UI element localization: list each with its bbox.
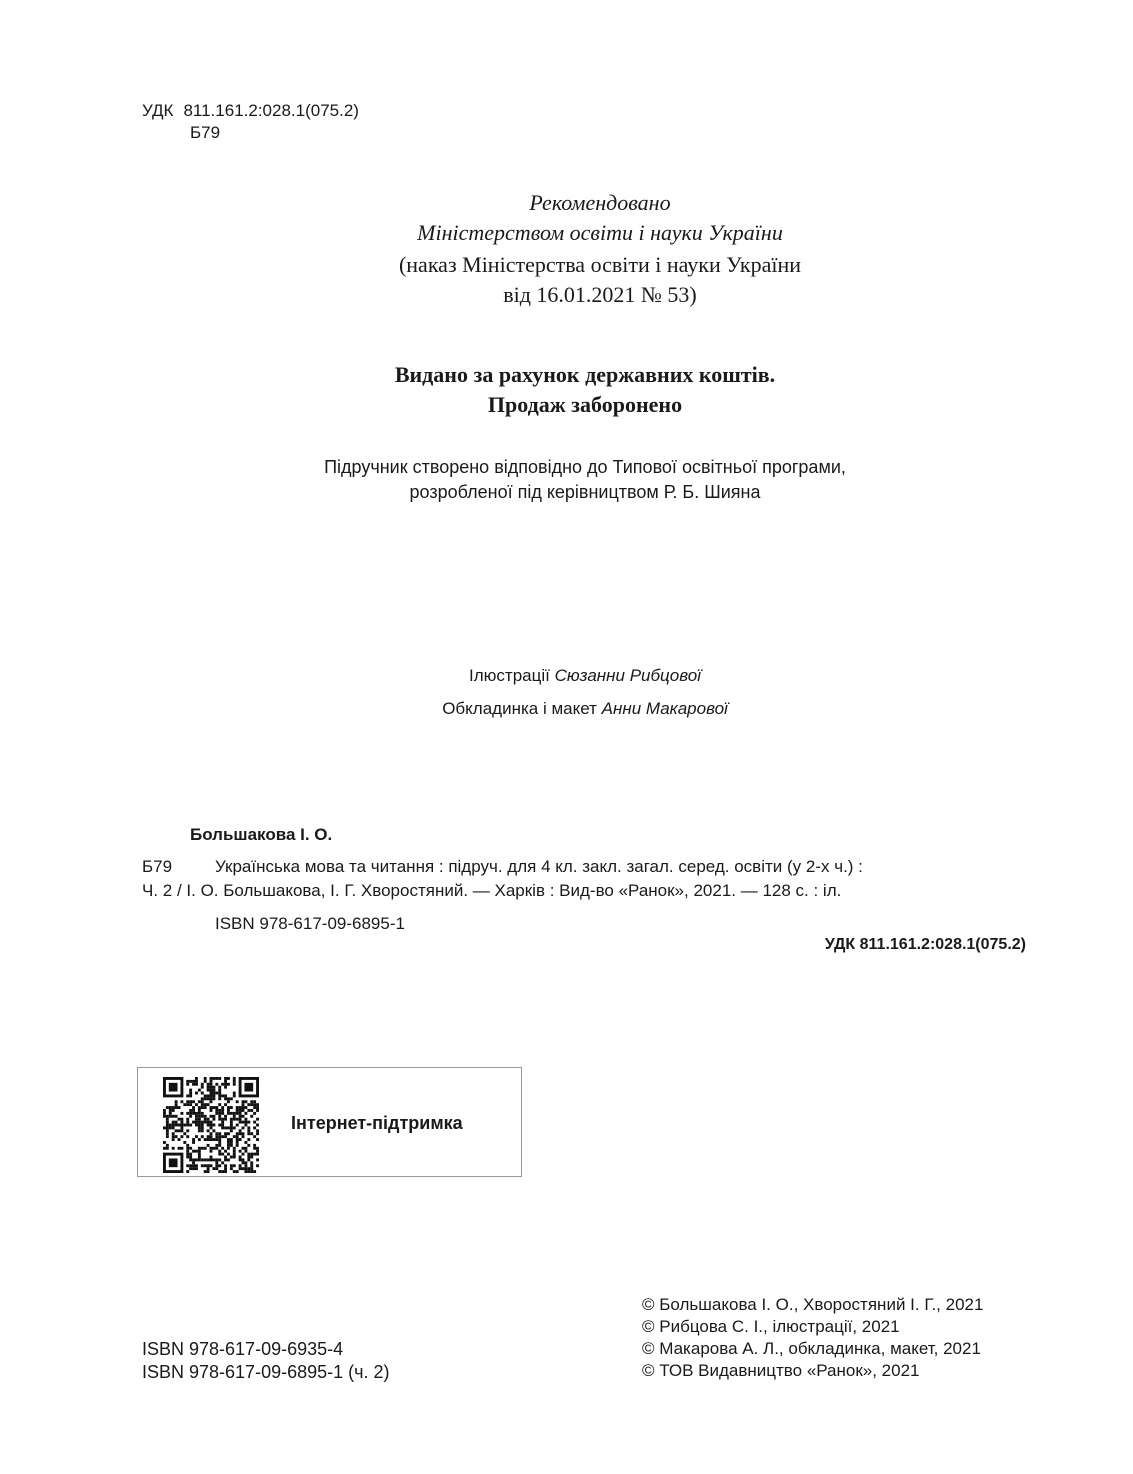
recommendation	[230, 188, 970, 310]
state-funded-notice	[215, 360, 955, 420]
program-note	[215, 455, 955, 505]
internet-support-label[interactable]: Інтернет-підтримка	[291, 1113, 463, 1133]
copyright-line: © ТОВ Видавництво «Ранок», 2021	[642, 1361, 920, 1380]
cover-credit	[215, 698, 955, 720]
qr-code-icon[interactable]	[163, 1077, 259, 1173]
illustrations-name: Сюзанни Рибцової	[554, 666, 701, 685]
illustrations-label: Ілюстрації	[469, 666, 550, 685]
bibliography-line2: Ч. 2 / І. О. Большакова, І. Г. Хворостяний. — Харків : Вид-во «Ранок», 2021. — 128 с. : іл.	[142, 881, 842, 900]
recommendation-line1: Рекомендовано	[529, 190, 671, 215]
program-note-line2: розробленої під керівництвом Р. Б. Шияна	[409, 482, 761, 502]
author-mark: Б79	[190, 123, 221, 142]
cover-name: Анни Макарової	[601, 699, 728, 718]
udk-code: 811.161.2:028.1(075.2)	[183, 101, 359, 120]
copyright-line: © Макарова А. Л., обкладинка, макет, 2021	[642, 1339, 981, 1358]
cover-label: Обкладинка і макет	[442, 699, 597, 718]
udk-label: УДК	[142, 101, 174, 120]
copyright-line: © Большакова І. О., Хворостяний І. Г., 2021	[642, 1295, 984, 1314]
isbn-list	[142, 1338, 390, 1384]
illustrations-credit	[215, 665, 955, 687]
program-note-line1: Підручник створено відповідно до Типової освітньої програми,	[324, 457, 846, 477]
recommendation-line4: від 16.01.2021 № 53)	[503, 282, 697, 307]
bibliography-isbn: ISBN 978-617-09-6895-1	[215, 914, 405, 933]
bibliography-udk: УДК 811.161.2:028.1(075.2)	[824, 936, 1026, 953]
copyright-list	[642, 1294, 983, 1382]
state-funded-line2: Продаж заборонено	[487, 392, 683, 417]
isbn-item: ISBN 978-617-09-6935-4	[142, 1339, 344, 1359]
recommendation-line2: Міністерством освіти і науки України	[417, 220, 783, 245]
isbn-item: ISBN 978-617-09-6895-1 (ч. 2)	[142, 1362, 390, 1382]
udk-header	[142, 100, 359, 122]
bibliography-author: Большакова І. О.	[190, 825, 333, 844]
copyright-line: © Рибцова С. І., ілюстрації, 2021	[642, 1317, 900, 1336]
internet-support-box[interactable]	[137, 1067, 522, 1177]
recommendation-line3: (наказ Міністерства освіти і науки України	[398, 252, 802, 277]
bibliography-mark: Б79	[142, 857, 173, 876]
bibliography-line1: Українська мова та читання : підруч. для 4 кл. закл. загал. серед. освіти (у 2-х ч.) :	[215, 857, 863, 876]
state-funded-line1: Видано за рахунок державних коштів.	[394, 362, 776, 387]
